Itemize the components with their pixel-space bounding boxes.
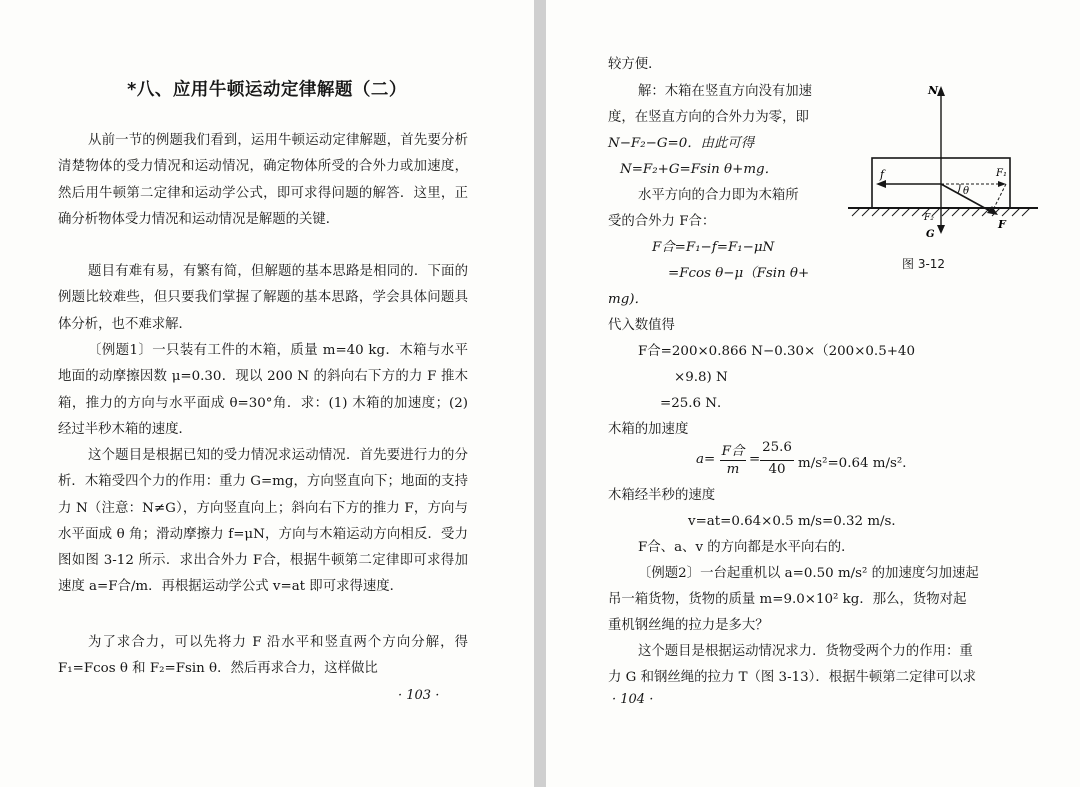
eq-equals: = xyxy=(749,452,761,467)
eq-lhs: a= xyxy=(696,452,716,467)
equation-line: mg)． xyxy=(608,292,648,307)
text-line: 这个题目是根据运动情况求力．货物受两个力的作用：重 xyxy=(638,644,973,659)
label-F: F xyxy=(998,218,1006,231)
equation-line: N=F₂+G=Fsin θ+mg． xyxy=(620,162,779,177)
text-line: 度，在竖直方向的合外力为零，即 xyxy=(608,110,809,125)
gravity-arrowhead xyxy=(937,225,945,234)
text-line: 较方便． xyxy=(608,57,662,72)
figure-caption: 图 3-12 xyxy=(902,257,946,271)
text-line: 木箱的加速度 xyxy=(608,422,689,437)
label-F2: F₂ xyxy=(924,213,934,223)
text-line: 重机钢丝绳的拉力是多大？ xyxy=(608,618,769,633)
right-page xyxy=(546,0,1080,787)
force-diagram-figure xyxy=(842,78,1042,238)
frac1-bar xyxy=(720,460,746,461)
text-line: 解：木箱在竖直方向没有加速 xyxy=(638,84,813,99)
normal-force-arrowhead xyxy=(937,86,945,96)
paragraph-example-1: 〔例题1〕一只装有工件的木箱，质量 m=40 kg．木箱与水平地面的动摩擦因数 μ=0.30．现以 200 N 的斜向右下方的力 F 推木箱，推力的方向与水平面成 θ=30°角．求：(1) 木箱的加速度；(2) 经过半秒木箱的速度． xyxy=(58,343,468,437)
theta-arc xyxy=(958,184,960,193)
frac2-bar xyxy=(760,460,794,461)
left-page xyxy=(0,0,534,787)
label-f: f xyxy=(880,168,885,181)
label-F1: F₁ xyxy=(996,168,1007,179)
page-number-103: · 103 · xyxy=(398,688,440,703)
book-gutter xyxy=(534,0,546,787)
page-number-104: · 104 · xyxy=(612,692,654,707)
text-line: 受的合外力 F合： xyxy=(608,214,716,229)
paragraph-difficulty: 题目有难有易，有繁有简，但解题的基本思路是相同的．下面的例题比较难些，但只要我们掌握了解题的基本思路，学会具体问题具体分析，也不难求解． xyxy=(58,264,468,332)
equation-line: v=at=0.64×0.5 m/s=0.32 m/s． xyxy=(688,514,905,529)
text-line: F合、a、v 的方向都是水平向右的． xyxy=(638,540,855,555)
label-N: N xyxy=(928,84,939,97)
label-G: G xyxy=(926,229,935,238)
text-line: 〔例题2〕一台起重机以 a=0.50 m/s² 的加速度匀加速起 xyxy=(638,566,979,581)
frac1-numerator: F合 xyxy=(721,444,745,459)
equation-line: =Fcos θ−μ（Fsin θ+ xyxy=(668,266,810,281)
frac2-numerator: 25.6 xyxy=(762,440,792,455)
paragraph-force-analysis: 这个题目是根据已知的受力情况求运动情况．首先要进行力的分析．木箱受四个力的作用：重力 G=mg，方向竖直向下；地面的支持力 N（注意：N≠G），方向竖直向上；斜向右下方的推力 F，方向与水平面成 θ 角；滑动摩擦力 f=μN，方向与木箱运动方向相反．受力图如图 3-12 所示．求出合外力 F合，根据牛顿第二定律即可求得加速度 a=F合/m．再根据运动学公式 v=at 即可求得速度． xyxy=(58,448,468,595)
text-line: 水平方向的合力即为木箱所 xyxy=(638,188,799,203)
page-title: *八、应用牛顿运动定律解题（二） xyxy=(127,80,407,100)
equation-line: ×9.8) N xyxy=(674,370,728,385)
friction-arrowhead xyxy=(876,180,886,188)
paragraph-decompose: 为了求合力，可以先将力 F 沿水平和竖直两个方向分解，得 F₁=Fcos θ 和 F₂=Fsin θ．然后再求合力，这样做比 xyxy=(58,635,468,677)
frac2-denominator: 40 xyxy=(768,462,786,477)
text-line: 代入数值得 xyxy=(608,318,675,333)
eq-rhs: m/s²=0.64 m/s²． xyxy=(798,456,916,471)
frac1-denominator: m xyxy=(726,462,740,477)
text-line: 吊一箱货物，货物的质量 m=9.0×10² kg．那么，货物对起 xyxy=(608,592,967,607)
paragraph-intro: 从前一节的例题我们看到，运用牛顿运动定律解题，首先要分析清楚物体的受力情况和运动情况，确定物体所受的合外力或加速度，然后用牛顿第二定律和运动学公式，即可求得问题的解答．这里，正确分析物体受力情况和运动情况是解题的关键． xyxy=(58,133,468,227)
equation-line: F合=200×0.866 N−0.30×（200×0.5+40 xyxy=(638,344,915,359)
equation-line: =25.6 N． xyxy=(660,396,731,411)
equation-line: N−F₂−G=0．由此可得 xyxy=(608,136,755,151)
label-theta: θ xyxy=(963,186,970,197)
text-line: 木箱经半秒的速度 xyxy=(608,488,716,503)
equation-line: F合=F₁−f=F₁−μN xyxy=(652,240,775,255)
text-line: 力 G 和钢丝绳的拉力 T（图 3-13）．根据牛顿第二定律可以求 xyxy=(608,670,977,685)
